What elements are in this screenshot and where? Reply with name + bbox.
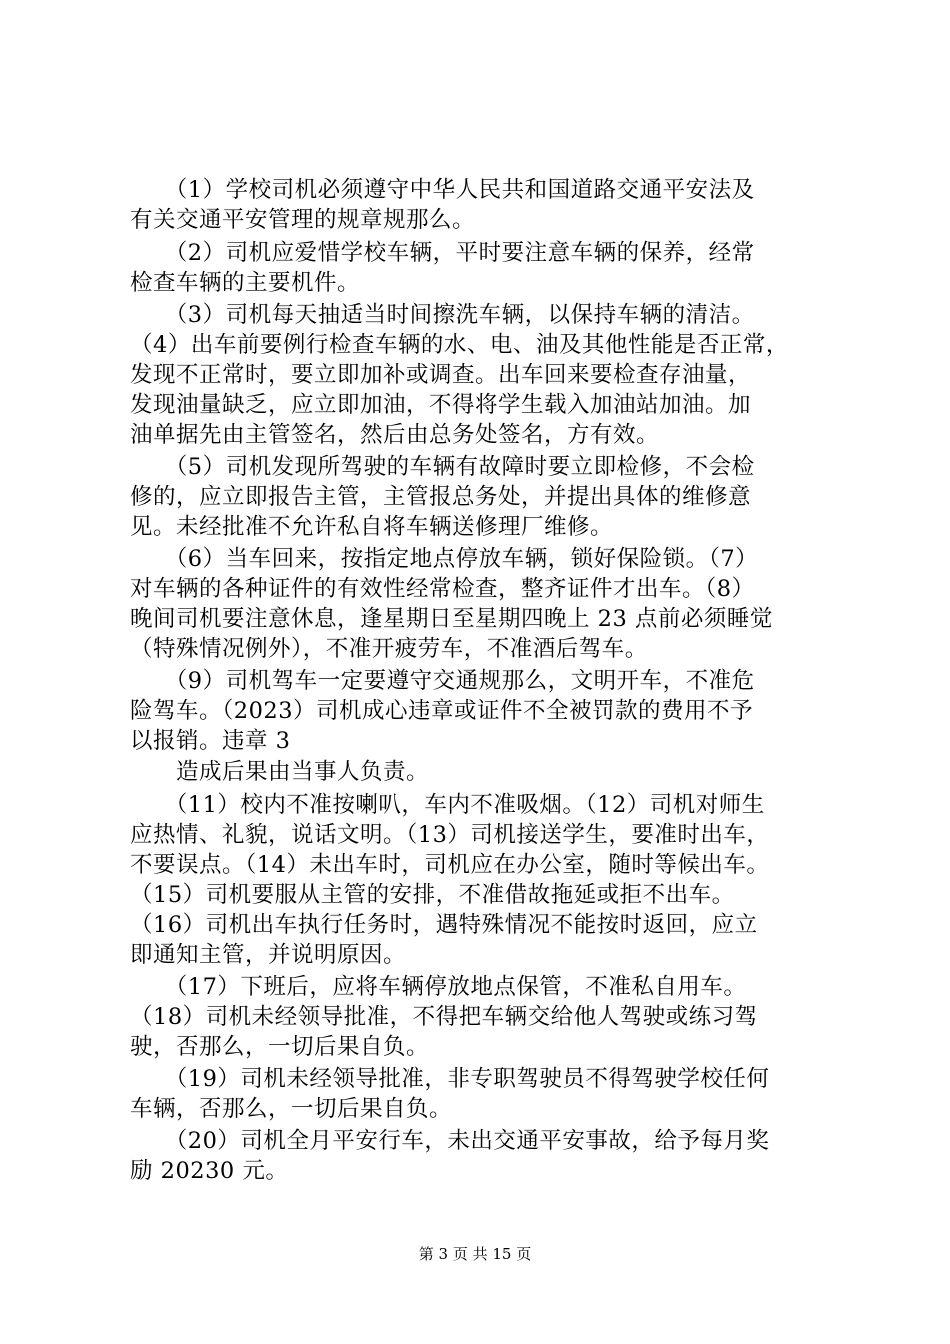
text-line: （特殊情况例外），不准开疲劳车，不准酒后驾车。 [130, 636, 648, 662]
text-line: （11）校内不准按喇叭，车内不准吸烟。（12）司机对师生 [130, 792, 765, 818]
text-line: 险驾车。（2023）司机成心违章或证件不全被罚款的费用不予 [130, 698, 754, 724]
text-line: 对车辆的各种证件的有效性经常检查，整齐证件才出车。（8） [130, 576, 755, 602]
text-line: 见。未经批准不允许私自将车辆送修理厂维修。 [130, 514, 614, 540]
text-line: （17）下班后，应将车辆停放地点保管，不准私自用车。 [130, 974, 747, 1000]
text-line: （1）学校司机必须遵守中华人民共和国道路交通平安法及 [130, 177, 755, 203]
text-line: 驶，否那么，一切后果自负。 [130, 1034, 430, 1060]
text-line: 应热情、礼貌，说话文明。（13）司机接送学生，要准时出车， [130, 822, 770, 848]
text-line: （6）当车回来，按指定地点停放车辆，锁好保险锁。（7） [130, 546, 759, 572]
text-line: 有关交通平安管理的规章规那么。 [130, 207, 476, 233]
text-line: （9）司机驾车一定要遵守交通规那么，文明开车，不准危 [130, 668, 755, 694]
text-line: 车辆，否那么，一切后果自负。 [130, 1096, 453, 1122]
text-line: （19）司机未经领导批准，非专职驾驶员不得驾驶学校任何 [130, 1066, 770, 1092]
text-line: 修的，应立即报告主管，主管报总务处，并提出具体的维修意 [130, 484, 752, 510]
text-line: 检查车辆的主要机件。 [130, 270, 361, 296]
text-line: 励 20230 元。 [130, 1158, 289, 1184]
text-line: （3）司机每天抽适当时间擦洗车辆，以保持车辆的清洁。 [130, 302, 755, 328]
text-line: 不要误点。（14）未出车时，司机应在办公室，随时等候出车。 [130, 852, 770, 878]
page-number-footer: 第 3 页 共 15 页 [418, 1245, 532, 1263]
text-line: （16）司机出车执行任务时，遇特殊情况不能按时返回，应立 [130, 912, 758, 938]
text-line: （4）出车前要例行检查车辆的水、电、油及其他性能是否正常， [130, 332, 789, 358]
text-line: （20）司机全月平安行车，未出交通平安事故，给予每月奖 [130, 1128, 770, 1154]
text-line: （2）司机应爱惜学校车辆，平时要注意车辆的保养，经常 [130, 240, 755, 266]
text-line: 油单据先由主管签名，然后由总务处签名，方有效。 [130, 422, 660, 448]
text-line: （15）司机要服从主管的安排，不准借故拖延或拒不出车。 [130, 882, 735, 908]
text-line: 发现不正常时，要立即加补或调查。出车回来要检查存油量， [130, 362, 752, 388]
text-line: 造成后果由当事人负责。 [130, 759, 430, 785]
text-line: 发现油量缺乏，应立即加油，不得将学生载入加油站加油。加 [130, 392, 752, 418]
text-line: （5）司机发现所驾驶的车辆有故障时要立即检修，不会检 [130, 454, 755, 480]
text-line: （18）司机未经领导批准，不得把车辆交给他人驾驶或练习驾 [130, 1004, 758, 1030]
text-line: 晚间司机要注意休息，逢星期日至星期四晚上 23 点前必须睡觉 [130, 606, 773, 632]
text-line: 以报销。违章 3 [130, 728, 291, 754]
text-line: 即通知主管，并说明原因。 [130, 942, 407, 968]
